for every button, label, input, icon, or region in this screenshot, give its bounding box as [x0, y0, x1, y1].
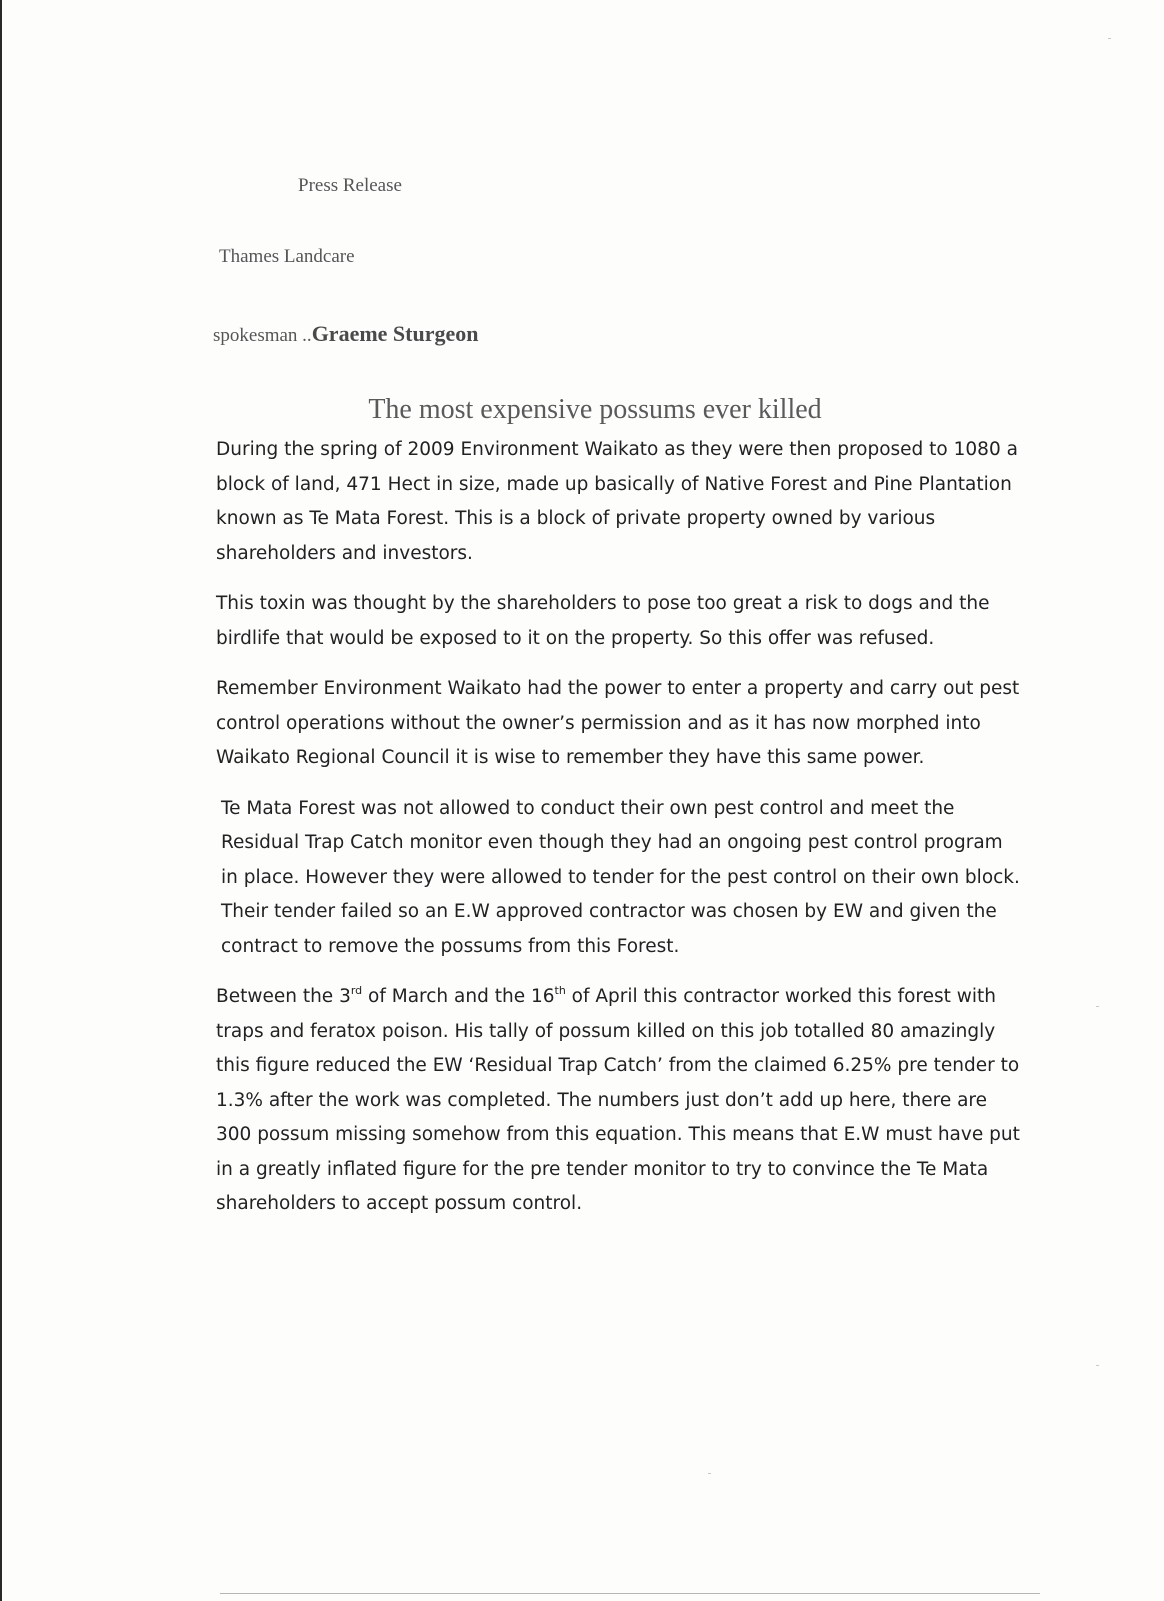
p5-superscript-1: rd [350, 983, 363, 997]
p5-segment-2: of March and the 16 [362, 986, 555, 1007]
paragraph-1: During the spring of 2009 Environment Waikato as they were then proposed to 1080 a block of land, 471 Hect in size, made up basically of Native Forest and Pine Plantation known as Te Mata Forest. This is a block of private property owned by various shareholders and investors. [216, 439, 1018, 564]
paragraph-4: Te Mata Forest was not allowed to conduct their own pest control and meet the Residual Trap Catch monitor even though they had an ongoing pest control program in place. However they were allowed to tender for the pest control on their own block. Their tender failed so an E.W approved contractor was chosen by EW and given the contract to remove the possums from this Forest. [221, 797, 1020, 957]
press-release-label: Press Release [298, 175, 402, 196]
scan-edge-bottom [220, 1593, 1040, 1594]
spokesman-line [213, 321, 478, 347]
scan-speck [708, 1473, 711, 1474]
scan-edge-left [0, 0, 2, 1601]
p5-segment-3: of April this contractor worked this forest with traps and feratox poison. His tally of possum killed on this job totalled 80 amazingly this figure reduced the EW ‘Residual Trap Catch’ from the claimed 6.25% pre tender to 1.3% after the work was completed. The numbers just don’t add up here, there are 300 possum missing somehow from this equation. This means that E.W must have put in a greatly inflated figure for the pre tender monitor to try to convince the Te Mata shareholders to accept possum control. [216, 986, 1020, 1214]
paragraph-3: Remember Environment Waikato had the power to enter a property and carry out pest control operations without the owner’s permission and as it has now morphed into Waikato Regional Council it is wise to remember they have this same power. [216, 678, 1020, 768]
spokesman-name: Graeme Sturgeon [311, 321, 479, 346]
paragraph-5 [216, 980, 1022, 1222]
p5-segment-1: Between the 3 [216, 986, 351, 1007]
organization-name: Thames Landcare [219, 246, 355, 267]
scan-speck [1096, 1365, 1099, 1366]
spokesman-prefix: spokesman .. [213, 325, 312, 346]
document-body [216, 433, 1022, 1238]
document-title: The most expensive possums ever killed [368, 394, 822, 425]
scan-speck [1096, 1006, 1099, 1007]
p5-superscript-2: th [554, 983, 566, 997]
scan-speck [1108, 38, 1111, 39]
paragraph-2: This toxin was thought by the shareholders to pose too great a risk to dogs and the birdlife that would be exposed to it on the property. So this offer was refused. [216, 593, 990, 649]
